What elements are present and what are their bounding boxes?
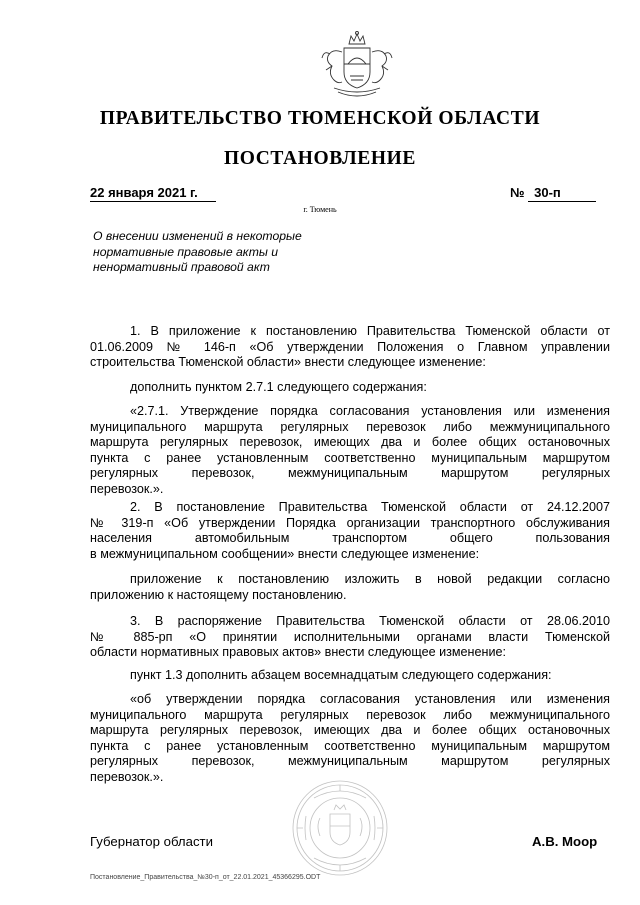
paragraph-1-intro: дополнить пунктом 2.7.1 следующего содержания: [130, 380, 427, 394]
coat-of-arms-emblem [304, 30, 410, 104]
signatory-title: Губернатор области [90, 834, 213, 849]
subject-line: ненормативный правовой акт [93, 260, 270, 274]
quote-line: пункта с ранее установленным соответственно муниципальным маршрутом [90, 450, 610, 465]
paragraph-line: приложению к настоящему постановлению. [90, 587, 347, 602]
subject-line: нормативные правовые акты и [93, 244, 278, 259]
document-number: 30-п [528, 185, 596, 202]
quote-line: перевозок.». [90, 769, 164, 784]
quote-line: «2.7.1. Утверждение порядка согласования установления или изменения [130, 404, 610, 418]
paragraph-line: 1. В приложение к постановлению Правительства Тюменской области от [130, 324, 610, 338]
quote-line: муниципального маршрута регулярных перевозок либо межмуниципального [90, 707, 610, 722]
paragraph-1 [90, 324, 610, 371]
paragraph-line: 01.06.2009 № 146-п «Об утверждении Положения о Главном управлении [90, 339, 610, 354]
signatory-name: А.В. Моор [532, 834, 598, 849]
paragraph-line: приложение к постановлению изложить в новой редакции согласно [130, 572, 610, 586]
quote-line: маршрута регулярных перевозок, имеющих два и более общих остановочных [90, 435, 610, 450]
subject-line: О внесении изменений в некоторые [93, 229, 302, 243]
document-type-title: ПОСТАНОВЛЕНИЕ [223, 148, 417, 169]
paragraph-line: в межмуниципальном сообщении» внести следующее изменение: [90, 546, 480, 561]
paragraph-3 [90, 614, 610, 661]
document-place: г. Тюмень [303, 205, 337, 214]
paragraph-2 [90, 500, 610, 562]
paragraph-line: области нормативных правовых актов» внести следующее изменение: [90, 645, 507, 660]
quote-line: «об утверждении порядка согласования установления или изменения [130, 692, 610, 706]
paragraph-line: строительства Тюменской области» внести следующее изменение: [90, 355, 486, 370]
quote-line: муниципального маршрута регулярных перевозок либо межмуниципального [90, 419, 610, 434]
paragraph-line: № 319-п «Об утверждении Порядка организации транспортного обслуживания [90, 515, 610, 530]
quote-line: пункта с ранее установленным соответственно муниципальным маршрутом [90, 738, 610, 753]
quote-line: маршрута регулярных перевозок, имеющих два и более общих остановочных [90, 723, 610, 738]
paragraph-line: 2. В постановление Правительства Тюменской области от 24.12.2007 [130, 500, 610, 514]
document-number-label: № [510, 185, 525, 200]
organization-title: ПРАВИТЕЛЬСТВО ТЮМЕНСКОЙ ОБЛАСТИ [99, 108, 541, 129]
paragraph-3-quote [90, 692, 610, 786]
quote-line: перевозок.». [90, 481, 164, 496]
paragraph-3-intro: пункт 1.3 дополнить абзацем восемнадцатым следующего содержания: [130, 668, 552, 682]
footer-file-name: Постановление_Правительства_№30-п_от_22.01.2021_45366295.ODT [90, 874, 321, 881]
paragraph-2-action [90, 572, 610, 603]
quote-line: регулярных перевозок, межмуниципальным маршрутом регулярных [90, 754, 610, 769]
quote-line: регулярных перевозок, межмуниципальным маршрутом регулярных [90, 466, 610, 481]
paragraph-line: № 885-рп «О принятии исполнительными органами власти Тюменской [90, 629, 610, 644]
document-subject [93, 229, 353, 276]
document-number-field [510, 185, 604, 202]
paragraph-1-quote [90, 404, 610, 498]
document-date: 22 января 2021 г. [90, 185, 216, 202]
official-seal-stamp [290, 778, 390, 878]
paragraph-line: населения автомобильным транспортом общего пользования [90, 531, 610, 546]
paragraph-line: 3. В распоряжение Правительства Тюменской области от 28.06.2010 [130, 614, 610, 628]
